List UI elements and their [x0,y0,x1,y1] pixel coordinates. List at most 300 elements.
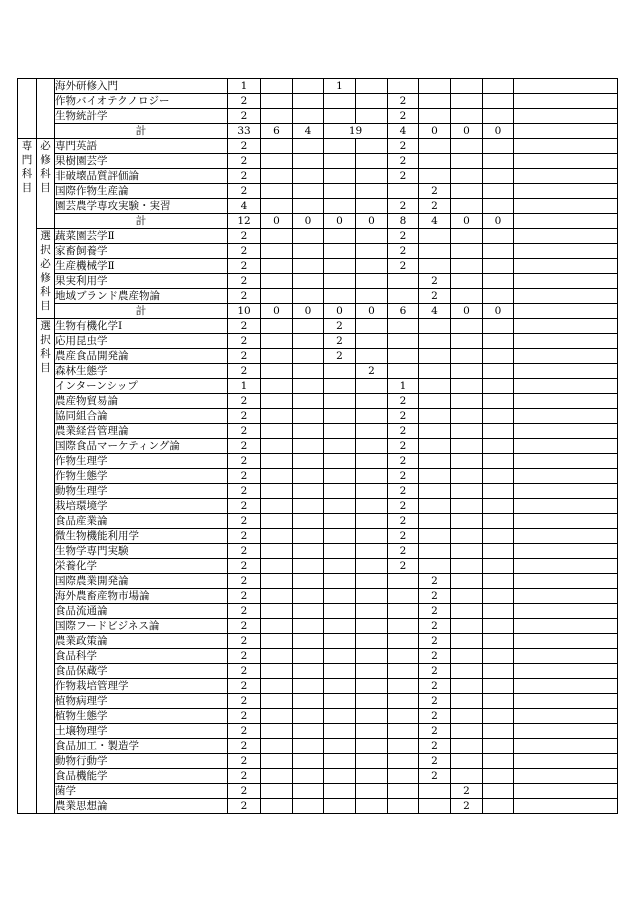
category-blank [18,79,37,139]
semester-cell-8 [483,709,514,724]
semester-cell-5 [388,619,419,634]
semester-cell-6 [419,349,451,364]
semester-cell-6 [419,424,451,439]
subject-name: 協同組合論 [55,409,228,424]
semester-cell-1 [261,724,293,739]
semester-cell-8 [483,649,514,664]
semester-cell-1 [261,739,293,754]
semester-cell-7 [451,499,483,514]
semester-cell-5 [388,784,419,799]
semester-cell-5: 2 [388,424,419,439]
semester-cell-1 [261,199,293,214]
semester-cell-7 [451,649,483,664]
semester-cell-5: 2 [388,439,419,454]
semester-cell-4 [356,769,388,784]
semester-cell-3: 2 [324,319,356,334]
semester-cell-8 [483,349,514,364]
subject-name: 食品流通論 [55,604,228,619]
semester-cell-3 [324,184,356,199]
semester-cell-6 [419,454,451,469]
semester-cell-1 [261,754,293,769]
semester-cell-2 [293,604,324,619]
semester-cell-7 [451,274,483,289]
semester-cell-1 [261,154,293,169]
semester-cell-8 [483,769,514,784]
semester-cell-6: 2 [419,649,451,664]
total-credits: 12 [228,214,261,229]
total-row [18,304,618,319]
table-row [18,514,618,529]
semester-cell-3 [324,244,356,259]
semester-cell-3 [324,769,356,784]
semester-cell-6: 2 [419,664,451,679]
remarks-cell [514,379,618,394]
semester-cell-2 [293,679,324,694]
subject-name: 栄養化学 [55,559,228,574]
subject-name: 非破壊品質評価論 [55,169,228,184]
semester-cell-2 [293,754,324,769]
semester-cell-2 [293,529,324,544]
semester-cell-4 [356,799,388,814]
semester-cell-5 [388,694,419,709]
table-row [18,394,618,409]
semester-cell-8 [483,694,514,709]
semester-cell-3: 1 [324,79,356,94]
semester-cell-6 [419,544,451,559]
total-cell-merged: 19 [324,124,388,139]
semester-cell-5: 2 [388,169,419,184]
semester-cell-3 [324,754,356,769]
table-row [18,319,618,334]
semester-cell-3 [324,619,356,634]
table-row [18,79,618,94]
subject-name: 作物生態学 [55,469,228,484]
remarks-cell [514,649,618,664]
semester-cell-8 [483,334,514,349]
semester-cell-1 [261,184,293,199]
semester-cell-6: 2 [419,739,451,754]
subgroup-blank [37,79,55,139]
subject-name: 生物学専門実験 [55,544,228,559]
semester-cell-4 [356,169,388,184]
semester-cell-1 [261,349,293,364]
semester-cell-2 [293,499,324,514]
subject-name: 国際食品マーケティング論 [55,439,228,454]
remarks-cell [514,169,618,184]
semester-cell-1 [261,544,293,559]
semester-cell-1 [261,289,293,304]
remarks-cell [514,274,618,289]
subject-name: 食品加工・製造学 [55,739,228,754]
total-cell-4: 0 [356,214,388,229]
table-row [18,559,618,574]
semester-cell-6 [419,154,451,169]
semester-cell-7 [451,439,483,454]
semester-cell-3 [324,229,356,244]
total-cell-1: 0 [261,304,293,319]
semester-cell-7 [451,94,483,109]
total-cell-3: 0 [324,304,356,319]
remarks-cell [514,589,618,604]
semester-cell-8 [483,379,514,394]
semester-cell-8 [483,439,514,454]
semester-cell-1 [261,379,293,394]
semester-cell-5: 2 [388,199,419,214]
remarks-cell [514,739,618,754]
subject-name: 応用昆虫学 [55,334,228,349]
semester-cell-4 [356,259,388,274]
total-row [18,124,618,139]
credits-cell: 2 [228,769,261,784]
semester-cell-3 [324,199,356,214]
semester-cell-7 [451,109,483,124]
semester-cell-4: 2 [356,364,388,379]
semester-cell-6: 2 [419,619,451,634]
subject-name: 動物生理学 [55,484,228,499]
credits-cell: 2 [228,799,261,814]
semester-cell-2 [293,79,324,94]
credits-cell: 2 [228,274,261,289]
remarks-cell [514,139,618,154]
table-row [18,589,618,604]
total-cell-3: 0 [324,214,356,229]
credits-cell: 2 [228,319,261,334]
semester-cell-2 [293,274,324,289]
semester-cell-4 [356,139,388,154]
credits-cell: 2 [228,589,261,604]
remarks-cell [514,109,618,124]
semester-cell-6 [419,244,451,259]
total-cell: 4 [388,124,419,139]
semester-cell-7 [451,259,483,274]
semester-cell-7 [451,754,483,769]
table-row [18,634,618,649]
table-row [18,784,618,799]
semester-cell-8 [483,169,514,184]
table-row [18,169,618,184]
semester-cell-8 [483,634,514,649]
semester-cell-8 [483,514,514,529]
total-cell-8: 0 [483,214,514,229]
semester-cell-5: 2 [388,529,419,544]
semester-cell-2 [293,664,324,679]
semester-cell-2 [293,544,324,559]
credits-cell: 2 [228,499,261,514]
semester-cell-2 [293,634,324,649]
remarks-cell [514,559,618,574]
semester-cell-8 [483,274,514,289]
semester-cell-2 [293,694,324,709]
semester-cell-8 [483,94,514,109]
remarks-cell [514,124,618,139]
subgroup-sentaku-hissyu [37,229,55,319]
table-row [18,664,618,679]
remarks-cell [514,214,618,229]
semester-cell-4 [356,694,388,709]
semester-cell-1 [261,574,293,589]
total-cell-1: 0 [261,214,293,229]
table-row [18,769,618,784]
credits-cell: 2 [228,439,261,454]
semester-cell-2 [293,784,324,799]
subgroup-hissyu [37,139,55,229]
semester-cell-7 [451,544,483,559]
credits-cell: 2 [228,139,261,154]
semester-cell-3 [324,544,356,559]
semester-cell-2 [293,169,324,184]
semester-cell-4 [356,379,388,394]
total-cell: 6 [261,124,293,139]
semester-cell-2 [293,409,324,424]
credits-cell: 2 [228,94,261,109]
semester-cell-7 [451,709,483,724]
semester-cell-5 [388,664,419,679]
credits-cell: 2 [228,619,261,634]
semester-cell-7: 2 [451,784,483,799]
subject-name: 国際フードビジネス論 [55,619,228,634]
subject-name: 果実利用学 [55,274,228,289]
subject-name: インターンシップ [55,379,228,394]
total-cell-4: 0 [356,304,388,319]
total-cell-6: 4 [419,304,451,319]
semester-cell-4 [356,709,388,724]
semester-cell-8 [483,184,514,199]
remarks-cell [514,799,618,814]
semester-cell-6 [419,259,451,274]
semester-cell-3 [324,289,356,304]
semester-cell-7 [451,454,483,469]
credits-cell: 2 [228,694,261,709]
semester-cell-5 [388,274,419,289]
total-credits: 33 [228,124,261,139]
remarks-cell [514,199,618,214]
semester-cell-5: 2 [388,559,419,574]
semester-cell-8 [483,604,514,619]
semester-cell-8 [483,784,514,799]
semester-cell-7 [451,79,483,94]
credits-cell: 2 [228,709,261,724]
semester-cell-5 [388,79,419,94]
semester-cell-2 [293,334,324,349]
semester-cell-2 [293,319,324,334]
semester-cell-4 [356,154,388,169]
semester-cell-7 [451,694,483,709]
semester-cell-8 [483,469,514,484]
subject-name: 蔬菜園芸学Ⅱ [55,229,228,244]
semester-cell-4 [356,574,388,589]
remarks-cell [514,514,618,529]
subject-name: 菌学 [55,784,228,799]
semester-cell-4 [356,589,388,604]
semester-cell-6 [419,379,451,394]
table-row [18,694,618,709]
semester-cell-1 [261,259,293,274]
semester-cell-3 [324,439,356,454]
semester-cell-6 [419,334,451,349]
semester-cell-3 [324,604,356,619]
subgroup-sentaku [37,319,55,814]
semester-cell-3 [324,559,356,574]
semester-cell-4 [356,784,388,799]
table-row [18,139,618,154]
semester-cell-8 [483,754,514,769]
semester-cell-3 [324,454,356,469]
semester-cell-7 [451,769,483,784]
semester-cell-2 [293,109,324,124]
semester-cell-1 [261,709,293,724]
semester-cell-3 [324,274,356,289]
subject-name: 国際農業開発論 [55,574,228,589]
semester-cell-5 [388,289,419,304]
table-row [18,409,618,424]
semester-cell-5 [388,709,419,724]
semester-cell-7 [451,469,483,484]
remarks-cell [514,94,618,109]
subject-name: 食品保蔵学 [55,664,228,679]
credits-cell: 2 [228,394,261,409]
table-row [18,439,618,454]
remarks-cell [514,619,618,634]
credits-cell: 2 [228,739,261,754]
total-cell-7: 0 [451,304,483,319]
semester-cell-2 [293,259,324,274]
remarks-cell [514,79,618,94]
semester-cell-6 [419,799,451,814]
semester-cell-2 [293,514,324,529]
table-row [18,679,618,694]
subject-name: 食品科学 [55,649,228,664]
subject-name: 食品産業論 [55,514,228,529]
semester-cell-5: 2 [388,394,419,409]
semester-cell-4 [356,514,388,529]
total-cell-7: 0 [451,214,483,229]
semester-cell-5: 2 [388,454,419,469]
semester-cell-5 [388,334,419,349]
total-cell-5: 8 [388,214,419,229]
semester-cell-4 [356,94,388,109]
subject-name: 海外研修入門 [55,79,228,94]
semester-cell-5: 2 [388,409,419,424]
semester-cell-1 [261,139,293,154]
remarks-cell [514,184,618,199]
semester-cell-4 [356,334,388,349]
credits-cell: 2 [228,334,261,349]
semester-cell-5 [388,604,419,619]
semester-cell-4 [356,319,388,334]
semester-cell-6 [419,319,451,334]
semester-cell-4 [356,619,388,634]
semester-cell-4 [356,289,388,304]
credits-cell: 2 [228,604,261,619]
semester-cell-5: 2 [388,154,419,169]
semester-cell-7 [451,604,483,619]
semester-cell-5: 2 [388,229,419,244]
semester-cell-6: 2 [419,679,451,694]
subject-name: 作物栽培管理学 [55,679,228,694]
semester-cell-4 [356,394,388,409]
semester-cell-6 [419,229,451,244]
semester-cell-2 [293,349,324,364]
semester-cell-8 [483,529,514,544]
total-cell: 0 [483,124,514,139]
semester-cell-5 [388,634,419,649]
subject-name: 専門英語 [55,139,228,154]
semester-cell-1 [261,109,293,124]
table-row [18,109,618,124]
semester-cell-3 [324,679,356,694]
table-row [18,379,618,394]
semester-cell-7 [451,334,483,349]
semester-cell-7: 2 [451,799,483,814]
credits-cell: 2 [228,634,261,649]
semester-cell-3 [324,379,356,394]
semester-cell-4 [356,679,388,694]
table-row [18,364,618,379]
table-row [18,649,618,664]
total-cell: 0 [419,124,451,139]
semester-cell-4 [356,484,388,499]
remarks-cell [514,574,618,589]
semester-cell-4 [356,199,388,214]
semester-cell-2 [293,199,324,214]
semester-cell-5 [388,679,419,694]
semester-cell-4 [356,469,388,484]
semester-cell-4 [356,79,388,94]
total-label: 計 [55,214,228,229]
semester-cell-6 [419,364,451,379]
category-senmon [18,139,37,814]
semester-cell-6 [419,784,451,799]
semester-cell-6: 2 [419,769,451,784]
credits-cell: 1 [228,379,261,394]
semester-cell-8 [483,319,514,334]
credits-cell: 2 [228,724,261,739]
semester-cell-8 [483,79,514,94]
semester-cell-1 [261,94,293,109]
semester-cell-1 [261,769,293,784]
semester-cell-2 [293,454,324,469]
remarks-cell [514,244,618,259]
remarks-cell [514,529,618,544]
semester-cell-8 [483,199,514,214]
semester-cell-8 [483,589,514,604]
semester-cell-6: 2 [419,199,451,214]
remarks-cell [514,469,618,484]
table-row [18,724,618,739]
table-row [18,619,618,634]
semester-cell-3 [324,784,356,799]
table-row [18,229,618,244]
semester-cell-5: 2 [388,544,419,559]
subject-name: 生物有機化学Ⅰ [55,319,228,334]
semester-cell-3 [324,109,356,124]
subject-name: 農業経営管理論 [55,424,228,439]
semester-cell-5 [388,649,419,664]
semester-cell-6 [419,559,451,574]
semester-cell-8 [483,799,514,814]
semester-cell-3 [324,574,356,589]
semester-cell-5 [388,769,419,784]
remarks-cell [514,634,618,649]
semester-cell-8 [483,394,514,409]
table-row [18,544,618,559]
vertical-label-text: 選 択 科 目 [40,320,51,374]
semester-cell-3: 2 [324,334,356,349]
semester-cell-7 [451,139,483,154]
semester-cell-4 [356,634,388,649]
semester-cell-3 [324,424,356,439]
semester-cell-6: 2 [419,724,451,739]
